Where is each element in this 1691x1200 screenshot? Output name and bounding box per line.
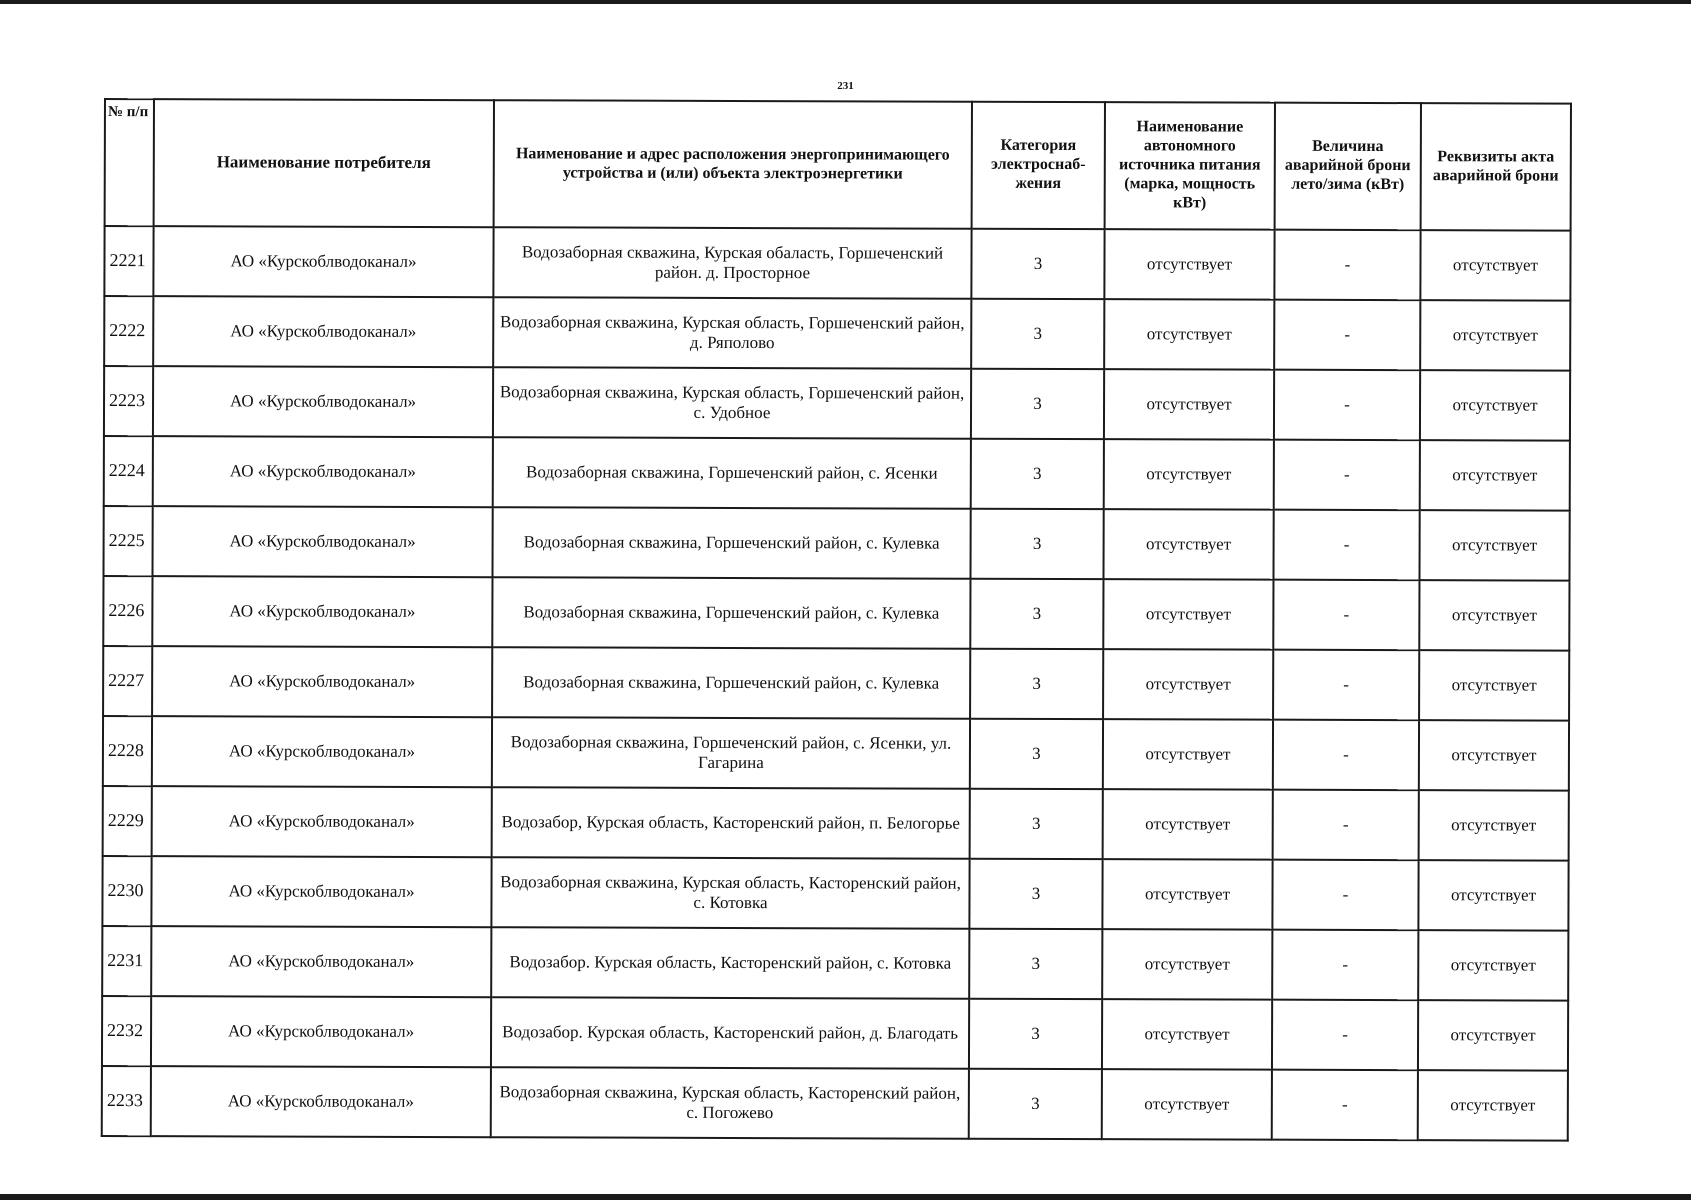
cell-object: Водозабор, Курская область, Касторенский район, п. Белогорье xyxy=(492,787,970,859)
cell-num: 2229 xyxy=(103,786,152,856)
cell-object: Водозаборная скважина, Курская область, Касторенский район, с. Котовка xyxy=(491,857,969,929)
cell-object: Водозаборная скважина, Горшеченский район, с. Ясенки xyxy=(493,437,971,509)
cell-act: отсутствует xyxy=(1418,930,1568,1000)
cell-act: отсутствует xyxy=(1419,580,1569,650)
cell-category: 3 xyxy=(971,369,1104,439)
cell-source: отсутствует xyxy=(1103,509,1273,580)
table-row xyxy=(104,296,1570,371)
cell-object: Водозабор. Курская область, Касторенский район, д. Благодать xyxy=(491,997,969,1069)
scan-border-bottom xyxy=(0,1194,1691,1200)
cell-act: отсутствует xyxy=(1419,790,1569,860)
cell-source: отсутствует xyxy=(1102,859,1272,930)
cell-source: отсутствует xyxy=(1104,299,1274,370)
cell-object: Водозабор. Курская область, Касторенский район, с. Котовка xyxy=(491,927,969,999)
cell-num: 2225 xyxy=(103,506,152,576)
cell-object: Водозаборная скважина, Курская область, Касторенский район, с. Погожево xyxy=(491,1067,969,1139)
table-row xyxy=(102,996,1568,1071)
cell-num: 2232 xyxy=(102,996,151,1066)
cell-num: 2222 xyxy=(104,296,153,366)
cell-reserve: - xyxy=(1273,720,1419,790)
header-reserve: Величина аварийной брони лето/зима (кВт) xyxy=(1275,103,1421,230)
cell-object: Водозаборная скважина, Горшеченский район, с. Кулевка xyxy=(492,507,970,579)
cell-num: 2227 xyxy=(103,646,152,716)
header-num: № п/п xyxy=(105,99,154,226)
table-row xyxy=(103,506,1569,581)
cell-num: 2228 xyxy=(103,716,152,786)
cell-act: отсутствует xyxy=(1418,1000,1568,1070)
header-category: Категория электроснаб-жения xyxy=(972,102,1105,229)
cell-category: 3 xyxy=(969,1069,1102,1139)
cell-reserve: - xyxy=(1274,440,1420,510)
header-consumer: Наименование потребителя xyxy=(154,99,494,227)
cell-act: отсутствует xyxy=(1420,370,1570,440)
cell-act: отсутствует xyxy=(1420,440,1570,510)
cell-category: 3 xyxy=(970,789,1103,859)
cell-num: 2224 xyxy=(104,436,153,506)
header-source: Наименование автономного источника питания (марка, мощность кВт) xyxy=(1105,102,1275,230)
cell-num: 2226 xyxy=(103,576,152,646)
cell-reserve: - xyxy=(1272,860,1418,930)
page-number: 231 xyxy=(837,80,854,92)
cell-source: отсутствует xyxy=(1104,229,1274,300)
cell-object: Водозаборная скважина, Горшеченский район, с. Кулевка xyxy=(492,647,970,719)
cell-consumer: АО «Курскоблводоканал» xyxy=(151,926,491,997)
cell-consumer: АО «Курскоблводоканал» xyxy=(151,856,491,927)
cell-consumer: АО «Курскоблводоканал» xyxy=(152,786,492,857)
cell-act: отсутствует xyxy=(1420,300,1570,370)
cell-num: 2221 xyxy=(104,226,153,296)
cell-num: 2231 xyxy=(102,926,151,996)
cell-source: отсутствует xyxy=(1102,1069,1272,1140)
table-row xyxy=(104,436,1570,511)
table-row xyxy=(103,646,1569,721)
cell-consumer: АО «Курскоблводоканал» xyxy=(153,436,493,507)
header-object: Наименование и адрес расположения энергопринимающего устройства и (или) объекта электроэнергетики xyxy=(494,100,972,229)
cell-act: отсутствует xyxy=(1418,860,1568,930)
cell-category: 3 xyxy=(969,999,1102,1069)
cell-reserve: - xyxy=(1273,510,1419,580)
cell-consumer: АО «Курскоблводоканал» xyxy=(153,226,493,297)
cell-source: отсутствует xyxy=(1102,929,1272,1000)
cell-num: 2233 xyxy=(102,1066,151,1136)
cell-reserve: - xyxy=(1273,790,1419,860)
cell-category: 3 xyxy=(969,929,1102,999)
cell-act: отсутствует xyxy=(1419,720,1569,790)
cell-act: отсутствует xyxy=(1419,650,1569,720)
cell-act: отсутствует xyxy=(1420,230,1570,300)
cell-source: отсутствует xyxy=(1102,999,1272,1070)
cell-source: отсутствует xyxy=(1104,439,1274,510)
cell-reserve: - xyxy=(1274,230,1420,300)
cell-consumer: АО «Курскоблводоканал» xyxy=(152,646,492,717)
cell-object: Водозаборная скважина, Курская область, Горшеченский район, с. Удобное xyxy=(493,367,971,439)
cell-consumer: АО «Курскоблводоканал» xyxy=(152,506,492,577)
cell-reserve: - xyxy=(1272,930,1418,1000)
cell-consumer: АО «Курскоблводоканал» xyxy=(152,716,492,787)
cell-category: 3 xyxy=(970,579,1103,649)
cell-category: 3 xyxy=(969,859,1102,929)
cell-category: 3 xyxy=(970,719,1103,789)
table-row xyxy=(103,786,1569,861)
cell-reserve: - xyxy=(1273,580,1419,650)
table-row xyxy=(102,1066,1568,1141)
table-header-row xyxy=(105,99,1571,231)
cell-source: отсутствует xyxy=(1103,649,1273,720)
cell-object: Водозаборная скважина, Горшеченский район, с. Ясенки, ул. Гагарина xyxy=(492,717,970,789)
cell-num: 2230 xyxy=(102,856,151,926)
cell-num: 2223 xyxy=(104,366,153,436)
table-row xyxy=(103,576,1569,651)
cell-source: отсутствует xyxy=(1103,719,1273,790)
cell-consumer: АО «Курскоблводоканал» xyxy=(152,576,492,647)
table-row xyxy=(104,226,1570,301)
cell-category: 3 xyxy=(971,229,1104,299)
table-row xyxy=(102,856,1568,931)
cell-category: 3 xyxy=(970,509,1103,579)
header-act: Реквизиты акта аварийной брони xyxy=(1421,103,1571,230)
cell-category: 3 xyxy=(971,439,1104,509)
cell-consumer: АО «Курскоблводоканал» xyxy=(151,1066,491,1137)
emergency-reserve-table xyxy=(101,98,1572,1142)
cell-consumer: АО «Курскоблводоканал» xyxy=(153,366,493,437)
cell-consumer: АО «Курскоблводоканал» xyxy=(153,296,493,367)
cell-reserve: - xyxy=(1274,370,1420,440)
cell-reserve: - xyxy=(1273,650,1419,720)
table-row xyxy=(104,366,1570,441)
cell-source: отсутствует xyxy=(1103,789,1273,860)
table-row xyxy=(102,926,1568,1001)
cell-category: 3 xyxy=(971,299,1104,369)
cell-consumer: АО «Курскоблводоканал» xyxy=(151,996,491,1067)
cell-object: Водозаборная скважина, Курская обаласть, Горшеченский район. д. Просторное xyxy=(493,227,971,299)
cell-object: Водозаборная скважина, Горшеченский район, с. Кулевка xyxy=(492,577,970,649)
cell-category: 3 xyxy=(970,649,1103,719)
table-row xyxy=(103,716,1569,791)
cell-act: отсутствует xyxy=(1418,1070,1568,1140)
scan-border-top xyxy=(0,0,1691,4)
cell-object: Водозаборная скважина, Курская область, Горшеченский район, д. Ряполово xyxy=(493,297,971,369)
cell-source: отсутствует xyxy=(1103,579,1273,650)
cell-reserve: - xyxy=(1274,300,1420,370)
cell-reserve: - xyxy=(1272,1070,1418,1140)
cell-source: отсутствует xyxy=(1104,369,1274,440)
cell-reserve: - xyxy=(1272,1000,1418,1070)
cell-act: отсутствует xyxy=(1419,510,1569,580)
